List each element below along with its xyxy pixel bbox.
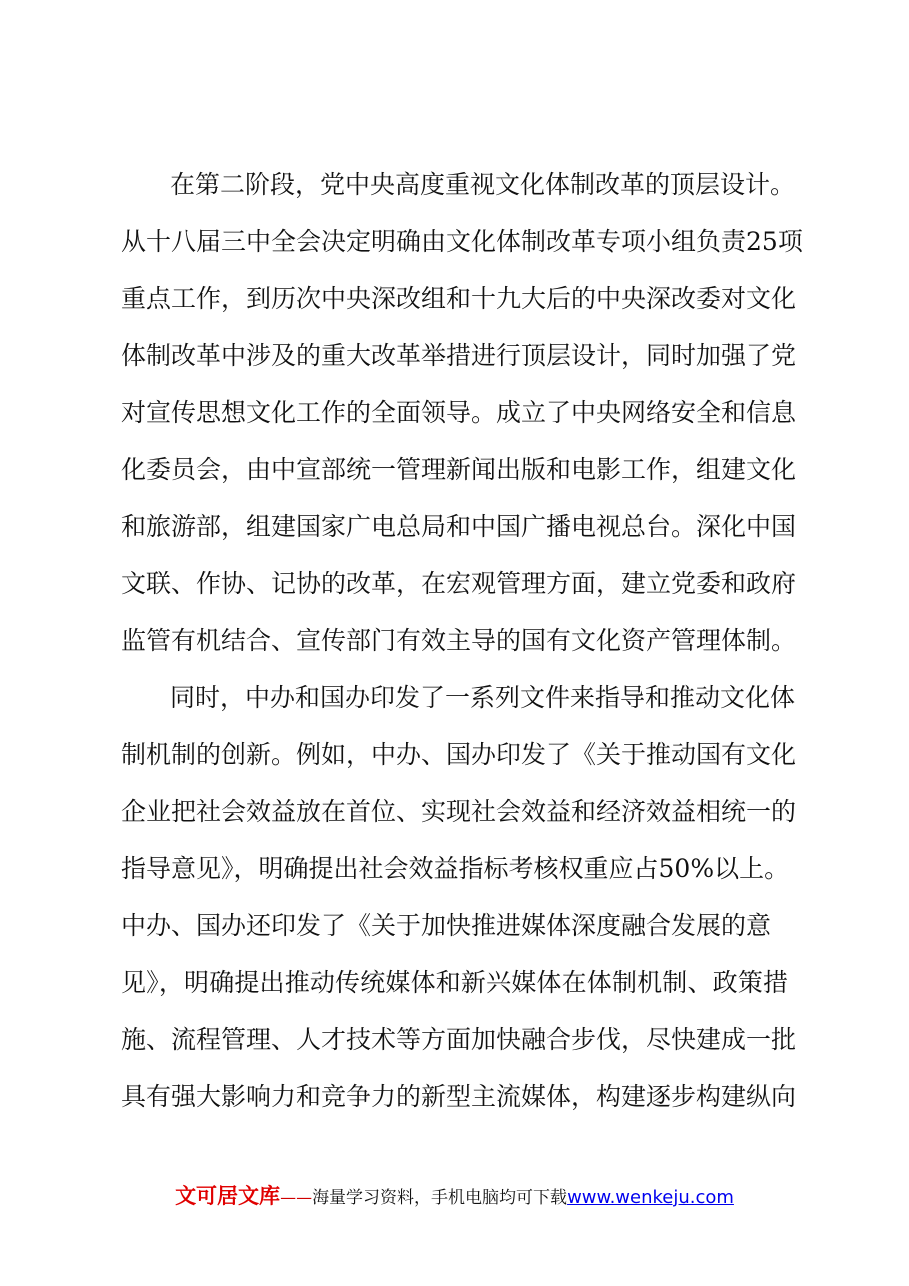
paragraph-1-line-6 bbox=[0, 453, 909, 487]
text-line: 具有强大影响力和竞争力的新型主流媒体，构建逐步构建纵向 bbox=[121, 1082, 797, 1111]
text-line: 体制改革中涉及的重大改革举措进行顶层设计，同时加强了党 bbox=[121, 341, 797, 370]
paragraph-2-line-7 bbox=[0, 1023, 909, 1057]
paragraph-1-line-4 bbox=[0, 339, 909, 373]
text-line: 重点工作，到历次中央深改组和十九大后的中央深改委对文化 bbox=[121, 284, 797, 313]
text-line: 化委员会，由中宣部统一管理新闻出版和电影工作，组建文化 bbox=[121, 455, 797, 484]
paragraph-2-line-3 bbox=[0, 795, 909, 829]
paragraph-2-line-8 bbox=[0, 1080, 909, 1114]
paragraph-2-line-5 bbox=[0, 909, 909, 943]
footer-description: 海量学习资料，手机电脑均可下载 bbox=[312, 1188, 568, 1208]
footer-dash: —— bbox=[280, 1188, 313, 1207]
paragraph-1-line-1 bbox=[0, 168, 909, 202]
text-line: 企业把社会效益放在首位、实现社会效益和经济效益相统一的 bbox=[121, 797, 797, 826]
paragraph-1-line-7 bbox=[0, 510, 909, 544]
paragraph-1-line-3 bbox=[0, 282, 909, 316]
text-line: 同时，中办和国办印发了一系列文件来指导和推动文化体 bbox=[170, 683, 796, 712]
text-line: 见》，明确提出推动传统媒体和新兴媒体在体制机制、政策措 bbox=[121, 968, 788, 997]
paragraph-1-line-5 bbox=[0, 396, 909, 430]
text-line: 制机制的创新。例如，中办、国办印发了《关于推动国有文化 bbox=[121, 740, 797, 769]
text-line: 和旅游部，组建国家广电总局和中国广播电视总台。深化中国 bbox=[121, 512, 797, 541]
text-line: 施、流程管理、人才技术等方面加快融合步伐，尽快建成一批 bbox=[121, 1025, 797, 1054]
text-line: 指导意见》，明确提出社会效益指标考核权重应占50%以上。 bbox=[121, 854, 790, 883]
text-line: 在第二阶段，党中央高度重视文化体制改革的顶层设计。 bbox=[170, 170, 796, 199]
paragraph-2-line-4 bbox=[0, 852, 909, 886]
paragraph-2-line-6 bbox=[0, 966, 909, 1000]
paragraph-2-line-1 bbox=[0, 681, 909, 715]
text-line: 中办、国办还印发了《关于加快推进媒体深度融合发展的意 bbox=[121, 911, 772, 940]
footer-banner bbox=[0, 1180, 909, 1212]
paragraph-1-line-8 bbox=[0, 567, 909, 601]
paragraph-2-line-2 bbox=[0, 738, 909, 772]
text-line: 从十八届三中全会决定明确由文化体制改革专项小组负责25项 bbox=[121, 227, 803, 256]
paragraph-1-line-9 bbox=[0, 624, 909, 658]
text-line: 对宣传思想文化工作的全面领导。成立了中央网络安全和信息 bbox=[121, 398, 797, 427]
text-line: 文联、作协、记协的改革，在宏观管理方面，建立党委和政府 bbox=[121, 569, 797, 598]
footer-link[interactable]: www.wenkeju.com bbox=[567, 1187, 734, 1208]
paragraph-1-line-2 bbox=[0, 225, 909, 259]
footer-brand: 文可居文库 bbox=[175, 1184, 281, 1208]
text-line: 监管有机结合、宣传部门有效主导的国有文化资产管理体制。 bbox=[121, 626, 797, 655]
